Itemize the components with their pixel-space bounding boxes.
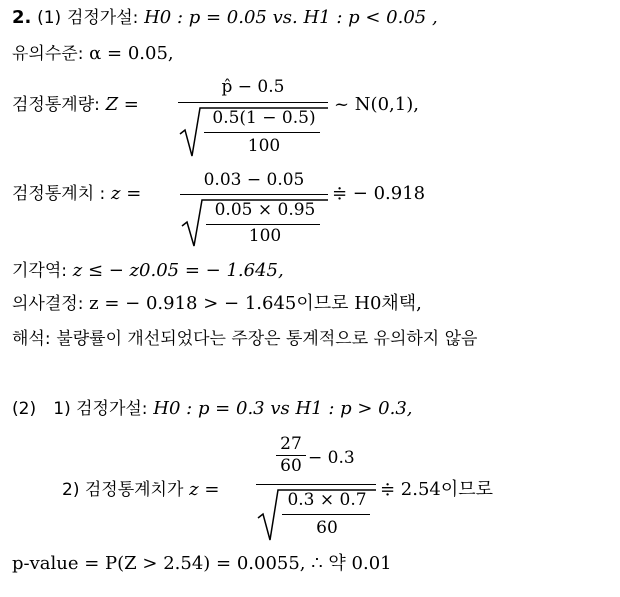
value-numerator: 0.03 − 0.05 bbox=[203, 170, 305, 190]
part2-hypothesis-line bbox=[12, 397, 413, 421]
step2-den-denominator: 60 bbox=[316, 518, 338, 538]
value-lhs: z = bbox=[110, 183, 142, 204]
significance-line bbox=[12, 42, 174, 66]
statistic-rhs: ~ N(0,1), bbox=[334, 94, 419, 115]
value-line bbox=[12, 182, 141, 206]
decision-value: z = − 0.918 > − 1.645이므로 H0채택, bbox=[89, 293, 422, 314]
pvalue-line: p-value = P(Z > 2.54) = 0.0055, ∴ 약 0.01 bbox=[12, 553, 392, 574]
step2-rhs: ≑ 2.54이므로 bbox=[380, 479, 494, 500]
step2-label: 2) 검정통계치가 bbox=[62, 480, 184, 500]
rejection-value: z ≤ − z0.05 = − 1.645, bbox=[72, 260, 284, 281]
significance-label: 유의수준: bbox=[12, 44, 84, 64]
value-fraction-bar bbox=[180, 194, 328, 195]
value-rhs: ≑ − 0.918 bbox=[332, 183, 426, 204]
rejection-line bbox=[12, 259, 284, 283]
interpretation-value: 불량률이 개선되었다는 주장은 통계적으로 유의하지 않음 bbox=[56, 329, 478, 349]
part2-label: (2) bbox=[12, 399, 37, 419]
decision-line bbox=[12, 292, 422, 316]
step2-num-rest: − 0.3 bbox=[308, 448, 355, 468]
step2-den-bar bbox=[282, 514, 370, 515]
statistic-fraction bbox=[178, 75, 328, 160]
step2-den-numerator: 0.3 × 0.7 bbox=[287, 490, 367, 510]
value-den-denominator: 100 bbox=[248, 226, 282, 246]
step2-inner-den: 60 bbox=[280, 456, 302, 476]
value-den-numerator: 0.05 × 0.95 bbox=[214, 200, 316, 220]
statistic-numerator: p̂ − 0.5 bbox=[221, 77, 285, 97]
value-den-bar bbox=[206, 224, 320, 225]
statistic-label: 검정통계량: bbox=[12, 95, 100, 115]
hypothesis-label: 검정가설: bbox=[66, 8, 139, 28]
step2-inner-num: 27 bbox=[280, 434, 302, 454]
interpretation-label: 해석: bbox=[12, 329, 51, 349]
statistic-line bbox=[12, 93, 139, 117]
interpretation-line bbox=[12, 327, 477, 351]
step2-lhs: z = bbox=[189, 479, 220, 500]
statistic-fraction-bar bbox=[178, 102, 328, 103]
value-fraction bbox=[180, 168, 328, 250]
problem-number: 2. bbox=[12, 7, 32, 28]
step1-value: H0 : p = 0.3 vs H1 : p > 0.3, bbox=[153, 398, 413, 419]
step2-fraction-bar bbox=[256, 484, 376, 485]
step2-inner-fraction bbox=[276, 434, 306, 476]
statistic-den-denominator: 100 bbox=[247, 136, 281, 156]
hypothesis-text: H0 : p = 0.05 vs. H1 : p < 0.05 , bbox=[144, 7, 438, 28]
significance-value: α = 0.05, bbox=[89, 43, 174, 64]
step2-fraction bbox=[256, 434, 376, 544]
part1-label: (1) bbox=[37, 8, 62, 28]
decision-label: 의사결정: bbox=[12, 294, 84, 314]
step2-line bbox=[62, 478, 219, 502]
part1-hypothesis-line bbox=[12, 6, 438, 30]
rejection-label: 기각역: bbox=[12, 261, 67, 281]
step1-label: 1) 검정가설: bbox=[53, 399, 148, 419]
statistic-den-numerator: 0.5(1 − 0.5) bbox=[212, 108, 316, 128]
statistic-den-bar bbox=[204, 132, 320, 133]
statistic-lhs: Z = bbox=[105, 94, 139, 115]
value-label: 검정통계치 : bbox=[12, 184, 106, 204]
